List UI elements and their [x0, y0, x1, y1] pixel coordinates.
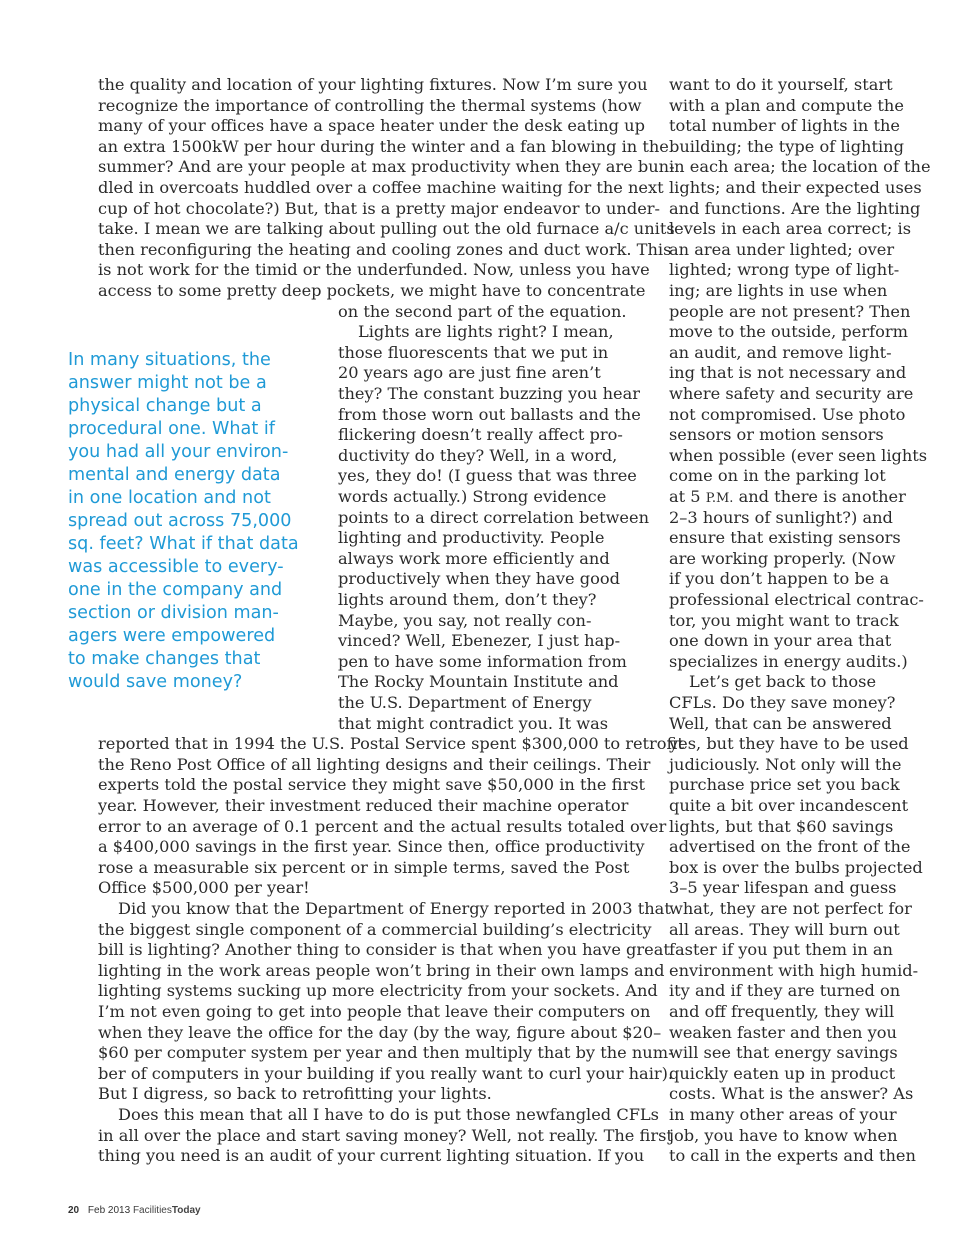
pull-quote-line: you had all your environ- [68, 442, 289, 462]
text-line: quite a bit over incandescent [669, 796, 909, 815]
text-line: an area under lighted; over [669, 239, 895, 259]
text-line: if you don’t happen to be a [669, 569, 890, 589]
issue-date: Feb 2013 [87, 1205, 131, 1216]
text-line: Let’s get back to those [689, 672, 877, 692]
text-line: the quality and location of your lighting fixtures. Now I’m sure you [98, 75, 648, 94]
text-line: is not work for the timid or the underfunded. Now, unless you have [98, 260, 650, 280]
text-line: people are not present? Then [669, 301, 911, 321]
text-line: building; the type of lighting [669, 136, 904, 156]
text-line: the U.S. Department of Energy [338, 693, 592, 712]
text-line: points to a direct correlation between [338, 507, 650, 527]
page-footer [68, 1205, 201, 1216]
text-line: experts told the postal service they might save $50,000 in the first [98, 775, 645, 795]
pull-quote [68, 349, 318, 694]
text-line: will see that energy savings [669, 1043, 898, 1063]
text-line: lighted; wrong type of light- [669, 260, 900, 280]
page-number: 20 [68, 1205, 80, 1216]
text-line: to call in the experts and then [669, 1146, 916, 1166]
text-line: where safety and security are [669, 384, 914, 403]
text-line: job, you have to know when [669, 1125, 898, 1145]
text-line: rose a measurable six percent or in simple terms, saved the Post [98, 857, 630, 877]
text-line: flickering doesn’t really affect pro- [338, 425, 623, 445]
pull-quote-line: in one location and not [68, 488, 271, 508]
pull-quote-line: mental and energy data [68, 465, 281, 485]
pull-quote-line: physical change but a [68, 396, 262, 416]
text-line: ing that is not necessary and [669, 363, 907, 383]
text-line: 3–5 year lifespan and guess [669, 878, 897, 898]
text-line: ensure that existing sensors [669, 528, 901, 548]
text-line: an audit, and remove light- [669, 342, 892, 362]
text-line: costs. What is the answer? As [669, 1084, 914, 1104]
text-line: ber of computers in your building if you really want to curl your hair). [98, 1063, 674, 1083]
text-line: words actually.) Strong evidence [338, 487, 607, 506]
pull-quote-line: sq. feet? What if that data [68, 534, 299, 554]
text-line: and off frequently, they will [669, 1002, 895, 1021]
pull-quote-line: was accessible to every- [68, 557, 284, 577]
pull-quote-line: one in the company and [68, 580, 283, 600]
text-line: then reconfiguring the heating and cooling zones and duct work. This [98, 239, 672, 259]
text-line: are working properly. (Now [669, 548, 896, 568]
text-line: bill is lighting? Another thing to consider is that when you have great [98, 940, 670, 960]
text-line: box is over the bulbs projected [669, 857, 923, 877]
text-line: when they leave the office for the day (by the way, figure about $20– [98, 1022, 662, 1042]
text-line: a $400,000 savings in the first year. Since then, office productivity [98, 837, 645, 857]
text-line: total number of lights in the [669, 116, 900, 136]
text-line: in all over the place and start saving money? Well, not really. The first [98, 1125, 673, 1145]
text-line: access to some pretty deep pockets, we might have to concentrate [98, 281, 646, 300]
text-line: levels in each area correct; is [669, 219, 912, 239]
text-line: faster if you put them in an [669, 940, 893, 960]
text-line: Office $500,000 per year! [98, 878, 310, 898]
text-line: 2–3 hours of sunlight?) and [669, 507, 893, 527]
text-line: yes, they do! (I guess that was three [338, 466, 637, 486]
text-line: at 5 P.M. and there is another [669, 487, 906, 506]
text-line: CFLs. Do they save money? [669, 693, 896, 712]
pull-quote-line: would save money? [68, 672, 243, 692]
text-line: pen to have some information from [338, 651, 627, 671]
pull-quote-line: answer might not be a [68, 373, 267, 393]
text-line: Did you know that the Department of Energy reported in 2003 that [118, 899, 671, 918]
text-line: from those worn out ballasts and the [338, 404, 641, 424]
text-line: ductivity do they? Well, in a word, [338, 445, 618, 465]
text-line: they? The constant buzzing you hear [338, 384, 641, 403]
text-line: on the second part of the equation. [338, 301, 627, 321]
text-line: 20 years ago are just fine aren’t [338, 363, 601, 383]
text-line: one down in your area that [669, 631, 892, 651]
text-line: in each area; the location of the [669, 157, 931, 177]
text-line: Maybe, you say, not really con- [338, 610, 592, 630]
text-line: ing; are lights in use when [669, 281, 888, 300]
text-line: take. I mean we are talking about pulling out the old furnace a/c units [98, 219, 675, 239]
text-line: the Reno Post Office of all lighting designs and their ceilings. Their [98, 754, 651, 774]
text-line: dled in overcoats huddled over a coffee machine waiting for the next [98, 178, 664, 197]
text-line: that might contradict you. It was [338, 713, 609, 733]
text-line: want to do it yourself, start [669, 75, 893, 94]
text-line: vinced? Well, Ebenezer, I just hap- [338, 631, 621, 651]
pull-quote-line: to make changes that [68, 649, 261, 669]
text-line: productively when they have good [338, 569, 620, 589]
text-line: But I digress, so back to retrofitting your lights. [98, 1084, 492, 1104]
text-line: purchase price set you back [669, 775, 900, 795]
text-line: always work more efficiently and [338, 548, 610, 568]
text-line: $60 per computer system per year and then multiply that by the num- [98, 1043, 674, 1063]
text-line: move to the outside, perform [669, 322, 908, 342]
pull-quote-line: agers were empowered [68, 626, 276, 646]
text-line: year. However, their investment reduced their machine operator [98, 796, 629, 815]
text-line: quickly eaten up in product [669, 1063, 896, 1083]
pull-quote-line: spread out across 75,000 [68, 511, 292, 531]
text-line: I’m not even going to get into people that leave their computers on [98, 1002, 651, 1021]
text-line: The Rocky Mountain Institute and [338, 672, 619, 692]
pull-quote-line: section or division man- [68, 603, 279, 623]
text-line: advertised on the front of the [669, 837, 911, 857]
text-line: all areas. They will burn out [669, 919, 900, 939]
text-line: ity and if they are turned on [669, 981, 901, 1001]
text-line: what, they are not perfect for [669, 899, 912, 918]
text-line: an extra 1500kW per hour during the winter and a fan blowing in the [98, 136, 669, 156]
text-line: with a plan and compute the [669, 95, 904, 115]
pull-quote-line: procedural one. What if [68, 419, 275, 439]
text-line: sensors or motion sensors [669, 425, 884, 445]
text-line: error to an average of 0.1 percent and the actual results totaled over [98, 816, 667, 836]
text-line: lights around them, don’t they? [338, 590, 597, 609]
text-line: environment with high humid- [669, 960, 919, 980]
text-line: cup of hot chocolate?) But, that is a pretty major endeavor to under- [98, 198, 660, 218]
text-line: lights, but that $60 savings [669, 816, 894, 836]
text-line: judiciously. Not only will the [669, 754, 902, 774]
text-line: thing you need is an audit of your current lighting situation. If you [98, 1146, 645, 1166]
text-line: come on in the parking lot [669, 466, 886, 486]
text-line: Well, that can be answered [669, 713, 892, 733]
text-line: lighting systems sucking up more electricity from your sockets. And [98, 981, 658, 1001]
text-line: yes, but they have to be used [669, 734, 909, 754]
text-line: lighting in the work areas people won’t bring in their own lamps and [98, 960, 665, 980]
text-line: professional electrical contrac- [669, 590, 924, 609]
text-line: tor, you might want to track [669, 610, 899, 630]
text-line: Lights are lights right? I mean, [358, 322, 614, 342]
text-line: lighting and productivity. People [338, 528, 605, 548]
publication-name: FacilitiesToday [132, 1205, 201, 1216]
text-line: in many other areas of your [669, 1105, 897, 1124]
time-abbrev: P.M. [705, 491, 734, 506]
text-line: weaken faster and then you [669, 1022, 897, 1042]
text-line: summer? And are your people at max productivity when they are bun- [98, 157, 675, 177]
text-line: the biggest single component of a commercial building’s electricity [98, 919, 652, 939]
text-line: Does this mean that all I have to do is put those newfangled CFLs [118, 1105, 659, 1124]
text-line: and functions. Are the lighting [669, 198, 921, 218]
text-line: not compromised. Use photo [669, 404, 906, 424]
text-line: specializes in energy audits.) [669, 651, 908, 671]
text-line: reported that in 1994 the U.S. Postal Service spent $300,000 to retrofit [98, 734, 684, 754]
text-line: when possible (ever seen lights [669, 445, 928, 465]
text-line: those fluorescents that we put in [338, 342, 609, 362]
pull-quote-line: In many situations, the [68, 350, 271, 370]
text-line: lights; and their expected uses [669, 178, 922, 197]
text-line: many of your offices have a space heater under the desk eating up [98, 116, 645, 136]
text-line: recognize the importance of controlling the thermal systems (how [98, 95, 642, 115]
